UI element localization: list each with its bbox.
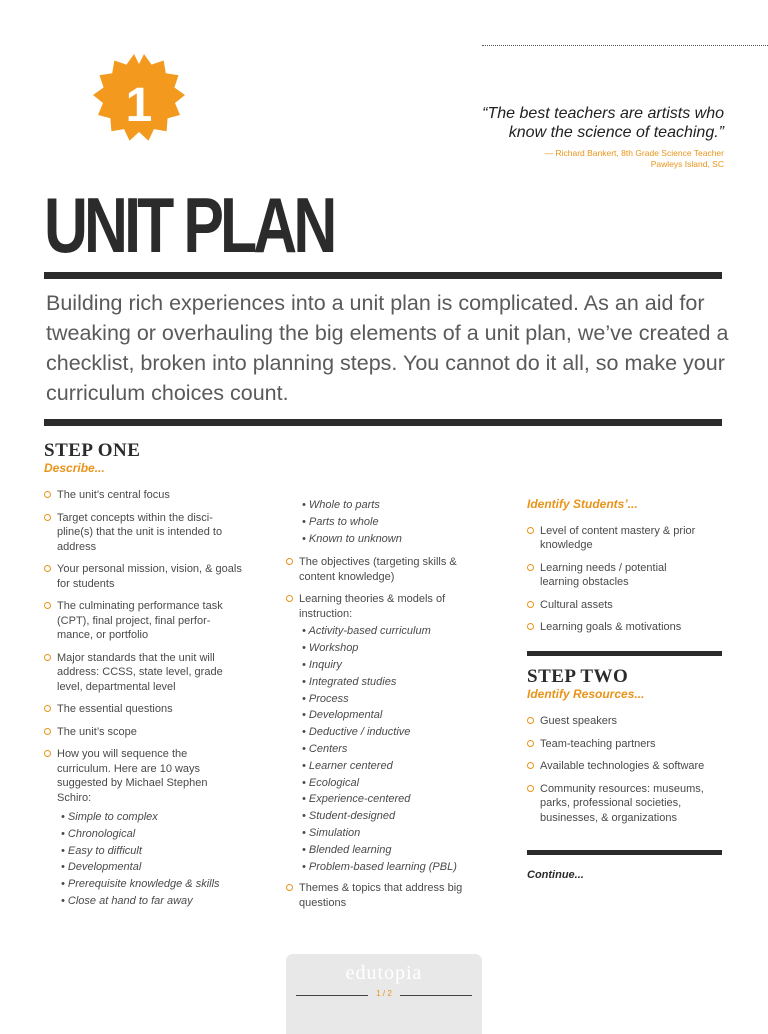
- top-dotted-rule: [482, 45, 768, 46]
- circle-bullet-icon: [527, 740, 534, 747]
- theory-item: • Deductive / inductive: [302, 726, 411, 739]
- circle-bullet-icon: [44, 491, 51, 498]
- step-two-divider: [527, 651, 722, 656]
- circle-bullet-icon: [44, 654, 51, 661]
- quote-text: [344, 104, 724, 142]
- theory-item: • Integrated studies: [302, 675, 397, 688]
- circle-bullet-icon: [527, 785, 534, 792]
- list-item: Guest speakers: [527, 714, 717, 729]
- describe-subheading: Describe...: [44, 460, 105, 475]
- sequence-way: • Easy to difficult: [61, 844, 142, 857]
- circle-bullet-icon: [44, 565, 51, 572]
- theory-item: • Learner centered: [302, 759, 393, 772]
- circle-bullet-icon: [286, 595, 293, 602]
- sequence-way: • Prerequisite knowledge & skills: [61, 878, 220, 891]
- circle-bullet-icon: [44, 514, 51, 521]
- circle-bullet-icon: [286, 884, 293, 891]
- theory-item: • Simulation: [302, 826, 361, 839]
- intro-paragraph: Building rich experiences into a unit plan is complicated. As an aid for tweaking or overhauling the big elements of a unit plan, we’ve created a checklist, broken into planning steps. You cannot do it all, so make your curriculum choices count.: [46, 291, 729, 405]
- page-number: 1 / 2: [376, 989, 392, 998]
- circle-bullet-icon: [286, 558, 293, 565]
- quote-attribution-line-2: Pawleys Island, SC: [650, 159, 724, 169]
- theory-item: • Centers: [302, 742, 348, 755]
- page-title: UNIT PLAN: [44, 181, 334, 269]
- list-item: Cultural assets: [527, 598, 702, 613]
- list-item: The unit’s central focus: [44, 488, 244, 503]
- theory-item: • Student-designed: [302, 810, 396, 823]
- list-item: Learning needs / potential learning obstacles: [527, 561, 702, 590]
- list-item: Community resources: museums, parks, professional societies, businesses, & organizations: [527, 782, 717, 826]
- list-item: Learning theories & models of instruction:: [286, 592, 476, 621]
- sequence-way: • Simple to complex: [61, 811, 158, 823]
- theory-item: • Workshop: [302, 642, 359, 655]
- intro-divider: [44, 419, 722, 426]
- column-step-two: [527, 666, 722, 833]
- circle-bullet-icon: [527, 623, 534, 630]
- quote-attribution: [344, 148, 724, 170]
- circle-bullet-icon: [527, 762, 534, 769]
- quote-line-2: know the science of teaching.”: [508, 124, 724, 141]
- step-number-badge: [84, 44, 194, 154]
- starburst-icon: [84, 44, 194, 154]
- theory-item: • Process: [302, 692, 349, 705]
- quote-line-1: “The best teachers are artists who: [482, 105, 724, 122]
- list-item: The unit’s scope: [44, 725, 244, 740]
- badge-number: 1: [125, 79, 153, 132]
- theory-item: • Activity-based curriculum: [302, 625, 431, 638]
- sequence-way: • Whole to parts: [302, 499, 380, 511]
- theory-item: • Problem-based learning (PBL): [302, 860, 457, 873]
- identify-resources-subheading: Identify Resources...: [527, 686, 645, 701]
- circle-bullet-icon: [44, 728, 51, 735]
- column-step-one: [44, 440, 244, 910]
- circle-bullet-icon: [527, 601, 534, 608]
- theory-item: • Inquiry: [302, 658, 342, 671]
- list-item: Target concepts within the disci-pline(s) that the unit is intended to address: [44, 511, 244, 555]
- continue-link[interactable]: Continue...: [527, 869, 584, 881]
- list-item: The culminating performance task (CPT), final project, final perfor-mance, or portfolio: [44, 599, 244, 643]
- list-item: Team-teaching partners: [527, 737, 717, 752]
- step-two-heading: STEP TWO: [527, 666, 629, 687]
- list-item: Level of content mastery & prior knowledge: [527, 524, 702, 553]
- circle-bullet-icon: [527, 527, 534, 534]
- list-item: Available technologies & software: [527, 759, 717, 774]
- sequence-way: • Developmental: [61, 861, 142, 874]
- circle-bullet-icon: [44, 705, 51, 712]
- circle-bullet-icon: [527, 717, 534, 724]
- quote-attribution-line-1: — Richard Bankert, 8th Grade Science Teacher: [544, 148, 724, 158]
- circle-bullet-icon: [44, 602, 51, 609]
- list-item: Learning goals & motivations: [527, 620, 702, 635]
- edutopia-logo: edutopia: [345, 962, 423, 984]
- title-divider: [44, 272, 722, 279]
- step-one-heading: STEP ONE: [44, 440, 141, 461]
- list-item: How you will sequence the curriculum. Here are 10 ways suggested by Michael Stephen Schiro:: [44, 747, 244, 805]
- list-item: Major standards that the unit will address: CCSS, state level, grade level, departmental level: [44, 651, 244, 695]
- list-item: Themes & topics that address big questions: [286, 881, 469, 910]
- circle-bullet-icon: [44, 750, 51, 757]
- sequence-way: • Known to unknown: [302, 532, 402, 545]
- list-item: The essential questions: [44, 702, 244, 717]
- circle-bullet-icon: [527, 564, 534, 571]
- sequence-way: • Close at hand to far away: [61, 894, 193, 907]
- pull-quote: [344, 104, 724, 170]
- list-item: Your personal mission, vision, & goals for students: [44, 562, 244, 591]
- list-item: The objectives (targeting skills & content knowledge): [286, 555, 476, 584]
- theory-item: • Developmental: [302, 709, 383, 722]
- sequence-way: • Parts to whole: [302, 515, 379, 528]
- footer-tab: [286, 954, 482, 1034]
- theory-item: • Blended learning: [302, 843, 392, 856]
- column-three: [527, 497, 722, 643]
- identify-students-subheading: Identify Students’...: [527, 497, 638, 511]
- sequence-way: • Chronological: [61, 827, 136, 840]
- column-two: [286, 497, 476, 910]
- continue-divider: [527, 850, 722, 855]
- theory-item: • Ecological: [302, 776, 360, 789]
- footer-line-right: [400, 995, 472, 996]
- theory-item: • Experience-centered: [302, 793, 411, 806]
